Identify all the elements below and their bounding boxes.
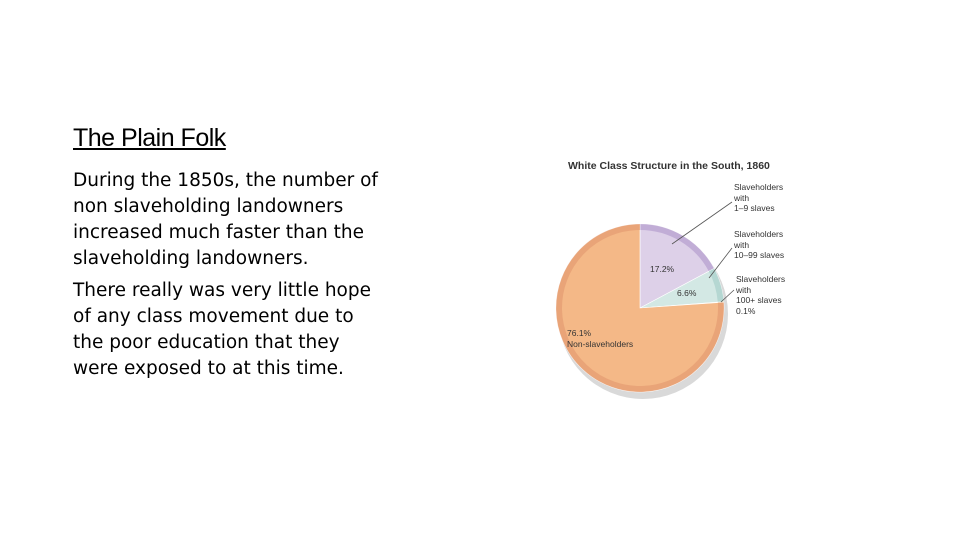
leader-line-0 (672, 202, 732, 244)
label-100-line3: 100+ slaves (736, 295, 782, 305)
label-10-99-slaves (734, 229, 784, 261)
label-10-99-line2: with (734, 239, 750, 250)
label-10-99-line1: Slaveholders (734, 229, 784, 239)
label-100-slaves (736, 274, 785, 316)
label-1-9-line3: 1–9 slaves (734, 203, 775, 213)
label-100-line2: with (736, 284, 752, 295)
label-non-slaveholders (567, 328, 633, 349)
label-1-9-slaves (734, 182, 783, 214)
leader-line-1 (709, 248, 732, 278)
label-non-pct: 76.1% (567, 328, 592, 338)
label-10-99-pct: 6.6% (677, 288, 697, 298)
label-1-9-pct: 17.2% (650, 264, 675, 274)
label-1-9-line1: Slaveholders (734, 182, 784, 192)
label-100-line1: Slaveholders (736, 274, 786, 284)
paragraph-2: There really was very little hope of any class movement due to the poor education that they were exposed to at this time. (73, 280, 372, 379)
paragraph-1: During the 1850s, the number of non slaveholding landowners increased much faster than the slaveholding landowners. (73, 170, 378, 269)
label-1-9-line2: with (734, 192, 750, 203)
label-10-99-line3: 10–99 slaves (734, 250, 785, 260)
label-non-name: Non-slaveholders (567, 338, 634, 349)
label-100-line4: 0.1% (736, 305, 756, 316)
body-text (73, 168, 383, 388)
pie-chart (548, 150, 808, 420)
chart-title: White Class Structure in the South, 1860 (568, 160, 770, 172)
slide-title: The Plain Folk (73, 124, 226, 152)
